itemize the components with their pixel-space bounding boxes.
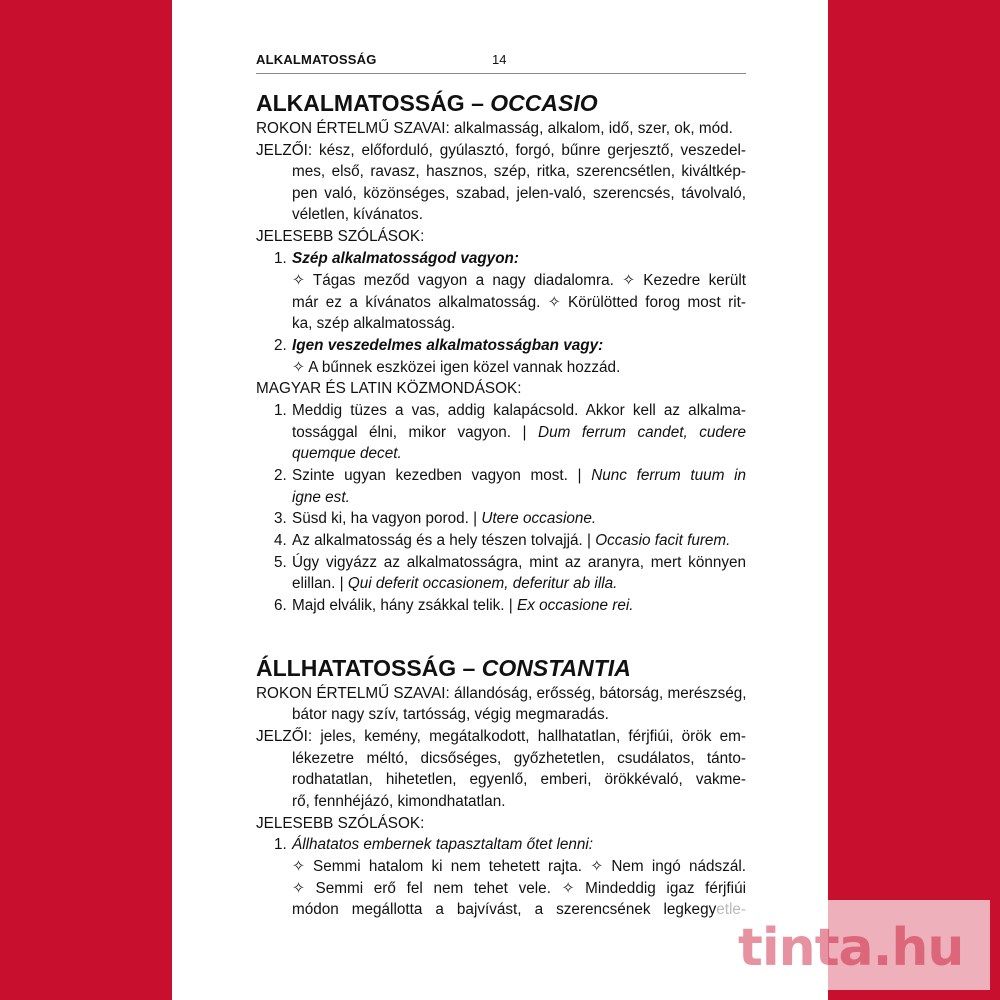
book-page	[172, 0, 828, 1000]
synonyms-line: ROKON ÉRTELMŰ SZAVAI: alkalmasság, alkalom, idő, szer, ok, mód.	[256, 120, 733, 137]
watermark-logo: tinta.hu	[738, 918, 964, 978]
proverb-line: Úgy vigyázz az alkalmatosságra, mint az aranyra, mert könnyen	[292, 554, 746, 571]
phrases-label: JELESEBB SZÓLÁSOK:	[256, 815, 425, 832]
entry-headword-allhatatossag: ÁLLHATATOSSÁG – CONSTANTIA	[256, 655, 631, 681]
synonyms-line: ROKON ÉRTELMŰ SZAVAI: állandóság, erősség, bátorság, merészség,	[256, 685, 747, 702]
list-number: 4.	[274, 532, 287, 549]
page-number: 14	[492, 52, 507, 67]
running-header	[256, 52, 746, 74]
phrase-example: ✧ A bűnnek eszközei igen közel vannak hozzád.	[292, 359, 621, 376]
list-number: 2.	[274, 337, 287, 354]
proverb-line: igne est.	[292, 489, 350, 506]
proverb-line: Az alkalmatosság és a hely tészen tolvajjá. | Occasio facit furem.	[292, 532, 731, 549]
attributes-line: mes, első, ravasz, hasznos, szép, ritka, szerencsétlen, kiváltkép-	[292, 163, 746, 180]
attributes-line: pen való, közönséges, szabad, jelen-való, szerencsés, távolvaló,	[292, 185, 746, 202]
phrase-title: Szép alkalmatosságod vagyon:	[292, 250, 519, 267]
phrase-example: ✧ Tágas meződ vagyon a nagy diadalomra. ✧ Kezedre került	[292, 272, 746, 289]
phrase-title: Igen veszedelmes alkalmatosságban vagy:	[292, 337, 604, 354]
list-number: 6.	[274, 597, 287, 614]
proverb-line: Meddig tüzes a vas, addig kalapácsold. Akkor kell az alkalma-	[292, 402, 746, 419]
proverb-line: quemque decet.	[292, 445, 402, 462]
proverb-line: Süsd ki, ha vagyon porod. | Utere occasione.	[292, 510, 597, 527]
list-number: 1.	[274, 836, 287, 853]
proverb-line: Majd elválik, hány zsákkal telik. | Ex occasione rei.	[292, 597, 634, 614]
attributes-line: rodhatatlan, hihetetlen, egyenlő, emberi, örökkévaló, vakme-	[292, 771, 746, 788]
list-number: 2.	[274, 467, 287, 484]
synonyms-line: bátor nagy szív, tartósság, végig megmaradás.	[292, 706, 609, 723]
attributes-line: JELZŐI: jeles, kemény, megátalkodott, hallhatatlan, férjfiúi, örök em-	[256, 728, 746, 745]
list-number: 1.	[274, 402, 287, 419]
phrase-example: ✧ Semmi hatalom ki nem tehetett rajta. ✧ Nem ingó nádszál.	[292, 858, 746, 875]
phrase-example: ✧ Semmi erő fel nem tehet vele. ✧ Mindeddig igaz férjfiúi	[292, 880, 746, 897]
proverb-line: tossággal élni, mikor vagyon. | Dum ferrum candet, cudere	[292, 424, 746, 441]
phrase-title: Állhatatos embernek tapasztaltam őtet lenni:	[292, 836, 594, 853]
list-number: 1.	[274, 250, 287, 267]
phrase-example: módon megállotta a bajvívást, a szerencsének legkegyetle-	[292, 901, 746, 918]
attributes-line: lékezetre méltó, dicsőséges, győzhetetlen, csudálatos, tánto-	[292, 750, 746, 767]
phrase-example: ka, szép alkalmatosság.	[292, 315, 456, 332]
attributes-line: JELZŐI: kész, előforduló, gyúlasztó, forgó, bűnre gerjesztő, veszedel-	[256, 142, 746, 159]
phrase-example: már ez a kívánatos alkalmatosság. ✧ Körülötted forog most rit-	[292, 294, 746, 311]
proverb-line: Szinte ugyan kezedben vagyon most. | Nunc ferrum tuum in	[292, 467, 747, 484]
proverb-line: elillan. | Qui deferit occasionem, deferitur ab illa.	[292, 575, 618, 592]
proverbs-label: MAGYAR ÉS LATIN KÖZMONDÁSOK:	[256, 380, 522, 397]
entry-headword-alkalmatossag: ALKALMATOSSÁG – OCCASIO	[256, 90, 598, 116]
running-header-title: ALKALMATOSSÁG	[256, 52, 377, 67]
attributes-line: véletlen, kívánatos.	[292, 206, 423, 223]
list-number: 5.	[274, 554, 287, 571]
attributes-line: rő, fennhéjázó, kimondhatatlan.	[292, 793, 506, 810]
list-number: 3.	[274, 510, 287, 527]
phrases-label: JELESEBB SZÓLÁSOK:	[256, 228, 425, 245]
